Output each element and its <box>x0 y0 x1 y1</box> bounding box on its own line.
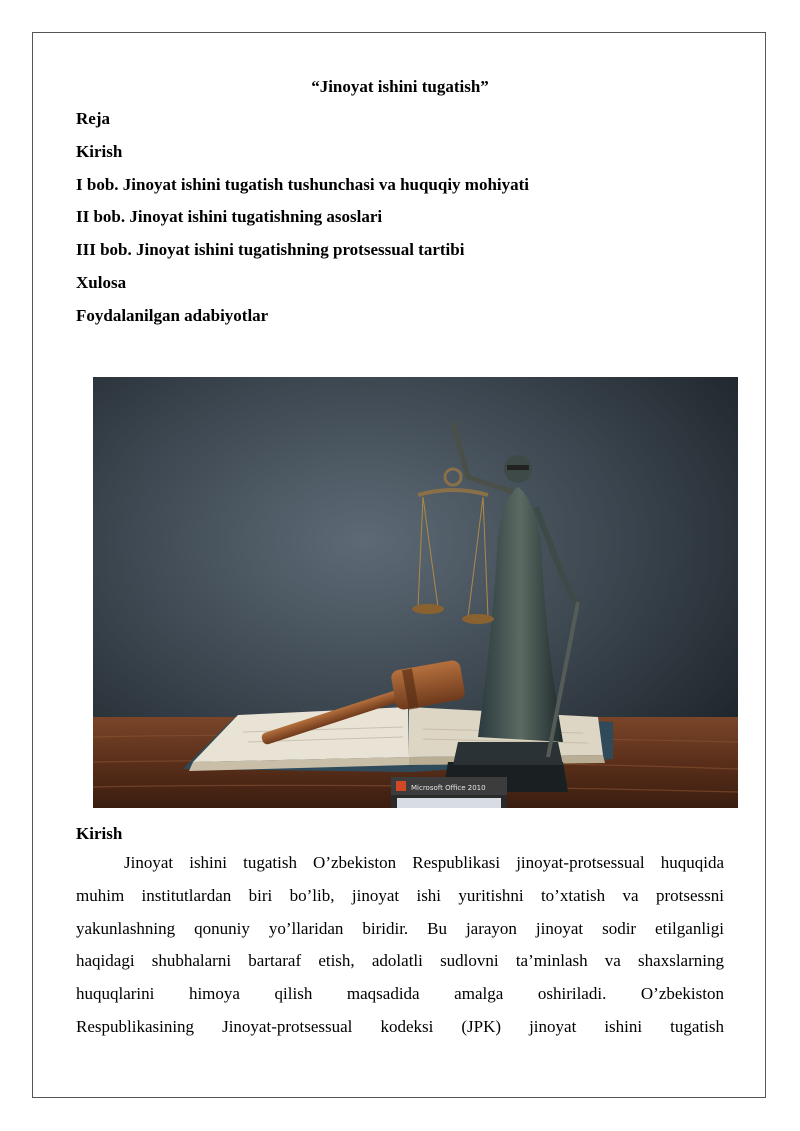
intro-paragraph <box>76 852 724 1049</box>
paragraph-line: Jinoyat ishini tugatish O’zbekiston Respublikasi jinoyat-protsessual huquqida <box>124 853 724 872</box>
plan-list <box>76 108 736 338</box>
plan-item-chapter-3: III bob. Jinoyat ishini tugatishning protsessual tartibi <box>76 240 465 260</box>
paragraph-line: Respublikasining Jinoyat-protsessual kodeksi (JPK) jinoyat ishini tugatish <box>76 1016 724 1036</box>
popup-title: Microsoft Office 2010 <box>411 784 486 792</box>
plan-item-conclusion: Xulosa <box>76 272 127 292</box>
lady-justice-photo <box>93 377 738 808</box>
section-heading: Kirish <box>76 824 123 843</box>
paragraph-line: yakunlashning qonuniy yo’llaridan biridir. Bu jarayon jinoyat sodir etilganligi <box>76 918 724 938</box>
plan-item-chapter-1: I bob. Jinoyat ishini tugatish tushunchasi va huquqiy mohiyati <box>76 174 530 194</box>
plan-item-references: Foydalanilgan adabiyotlar <box>76 305 269 325</box>
plan-item-introduction: Kirish <box>76 141 123 161</box>
plan-item-chapter-2: II bob. Jinoyat ishini tugatishning asoslari <box>76 207 383 227</box>
paragraph-line: muhim institutlardan biri bo’lib, jinoyat ishi yuritishni to’xtatish va protsessni <box>76 885 724 905</box>
plan-heading: Reja <box>76 109 110 128</box>
document-title: “Jinoyat ishini tugatish” <box>311 77 489 96</box>
paragraph-line: huquqlarini himoya qilish maqsadida amalga oshiriladi. O’zbekiston <box>76 984 724 1004</box>
paragraph-line: haqidagi shubhalarni bartaraf etish, adolatli sudlovni ta’minlash va shaxslarning <box>76 951 724 971</box>
